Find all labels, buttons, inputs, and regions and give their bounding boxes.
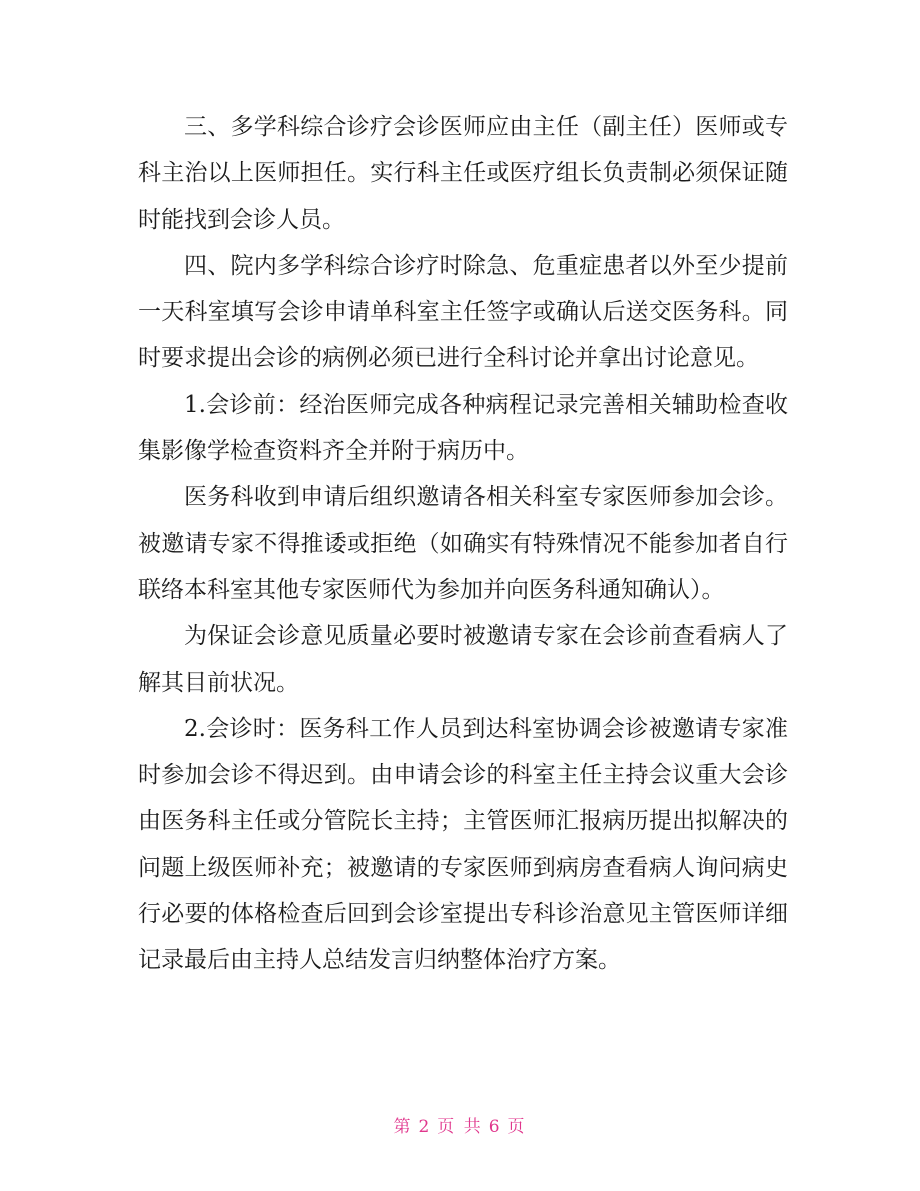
paragraph-invitation: 医务科收到申请后组织邀请各相关科室专家医师参加会诊。被邀请专家不得推诿或拒绝（如确实有特殊情况不能参加者自行联络本科室其他专家医师代为参加并向医务科通知确认）。: [138, 484, 788, 603]
footer-mid: 页 共: [437, 1117, 483, 1137]
footer-page-number: 2: [418, 1117, 432, 1137]
paragraph-during-consultation: 2.会诊时：医务科工作人员到达科室协调会诊被邀请专家准时参加会诊不得迟到。由申请会诊的科室主任主持会议重大会诊由医务科主任或分管院长主持；主管医师汇报病历提出拟解决的问题上级医师补充；被邀请的专家医师到病房查看病人询问病史行必要的体格检查后回到会诊室提出专科诊治意见主管医师详细记录最后由主持人总结发言归纳整体治疗方案。: [138, 715, 788, 974]
footer-suffix: 页: [507, 1117, 527, 1137]
footer-prefix: 第: [393, 1117, 413, 1137]
document-body: [138, 104, 788, 984]
page-footer: [0, 1112, 920, 1137]
paragraph-consultant-qualification: 三、多学科综合诊疗会诊医师应由主任（副主任）医师或专科主治以上医师担任。实行科主任或医疗组长负责制必须保证随时能找到会诊人员。: [138, 114, 788, 233]
paragraph-quality-assurance: 为保证会诊意见质量必要时被邀请专家在会诊前查看病人了解其目前状况。: [138, 623, 788, 696]
paragraph-application-procedure: 四、院内多学科综合诊疗时除急、危重症患者以外至少提前一天科室填写会诊申请单科室主任签字或确认后送交医务科。同时要求提出会诊的病例必须已进行全科讨论并拿出讨论意见。: [138, 252, 788, 372]
paragraph-before-consultation: 1.会诊前：经治医师完成各种病程记录完善相关辅助检查收集影像学检查资料齐全并附于病历中。: [138, 391, 788, 465]
footer-total-pages: 6: [488, 1117, 502, 1137]
